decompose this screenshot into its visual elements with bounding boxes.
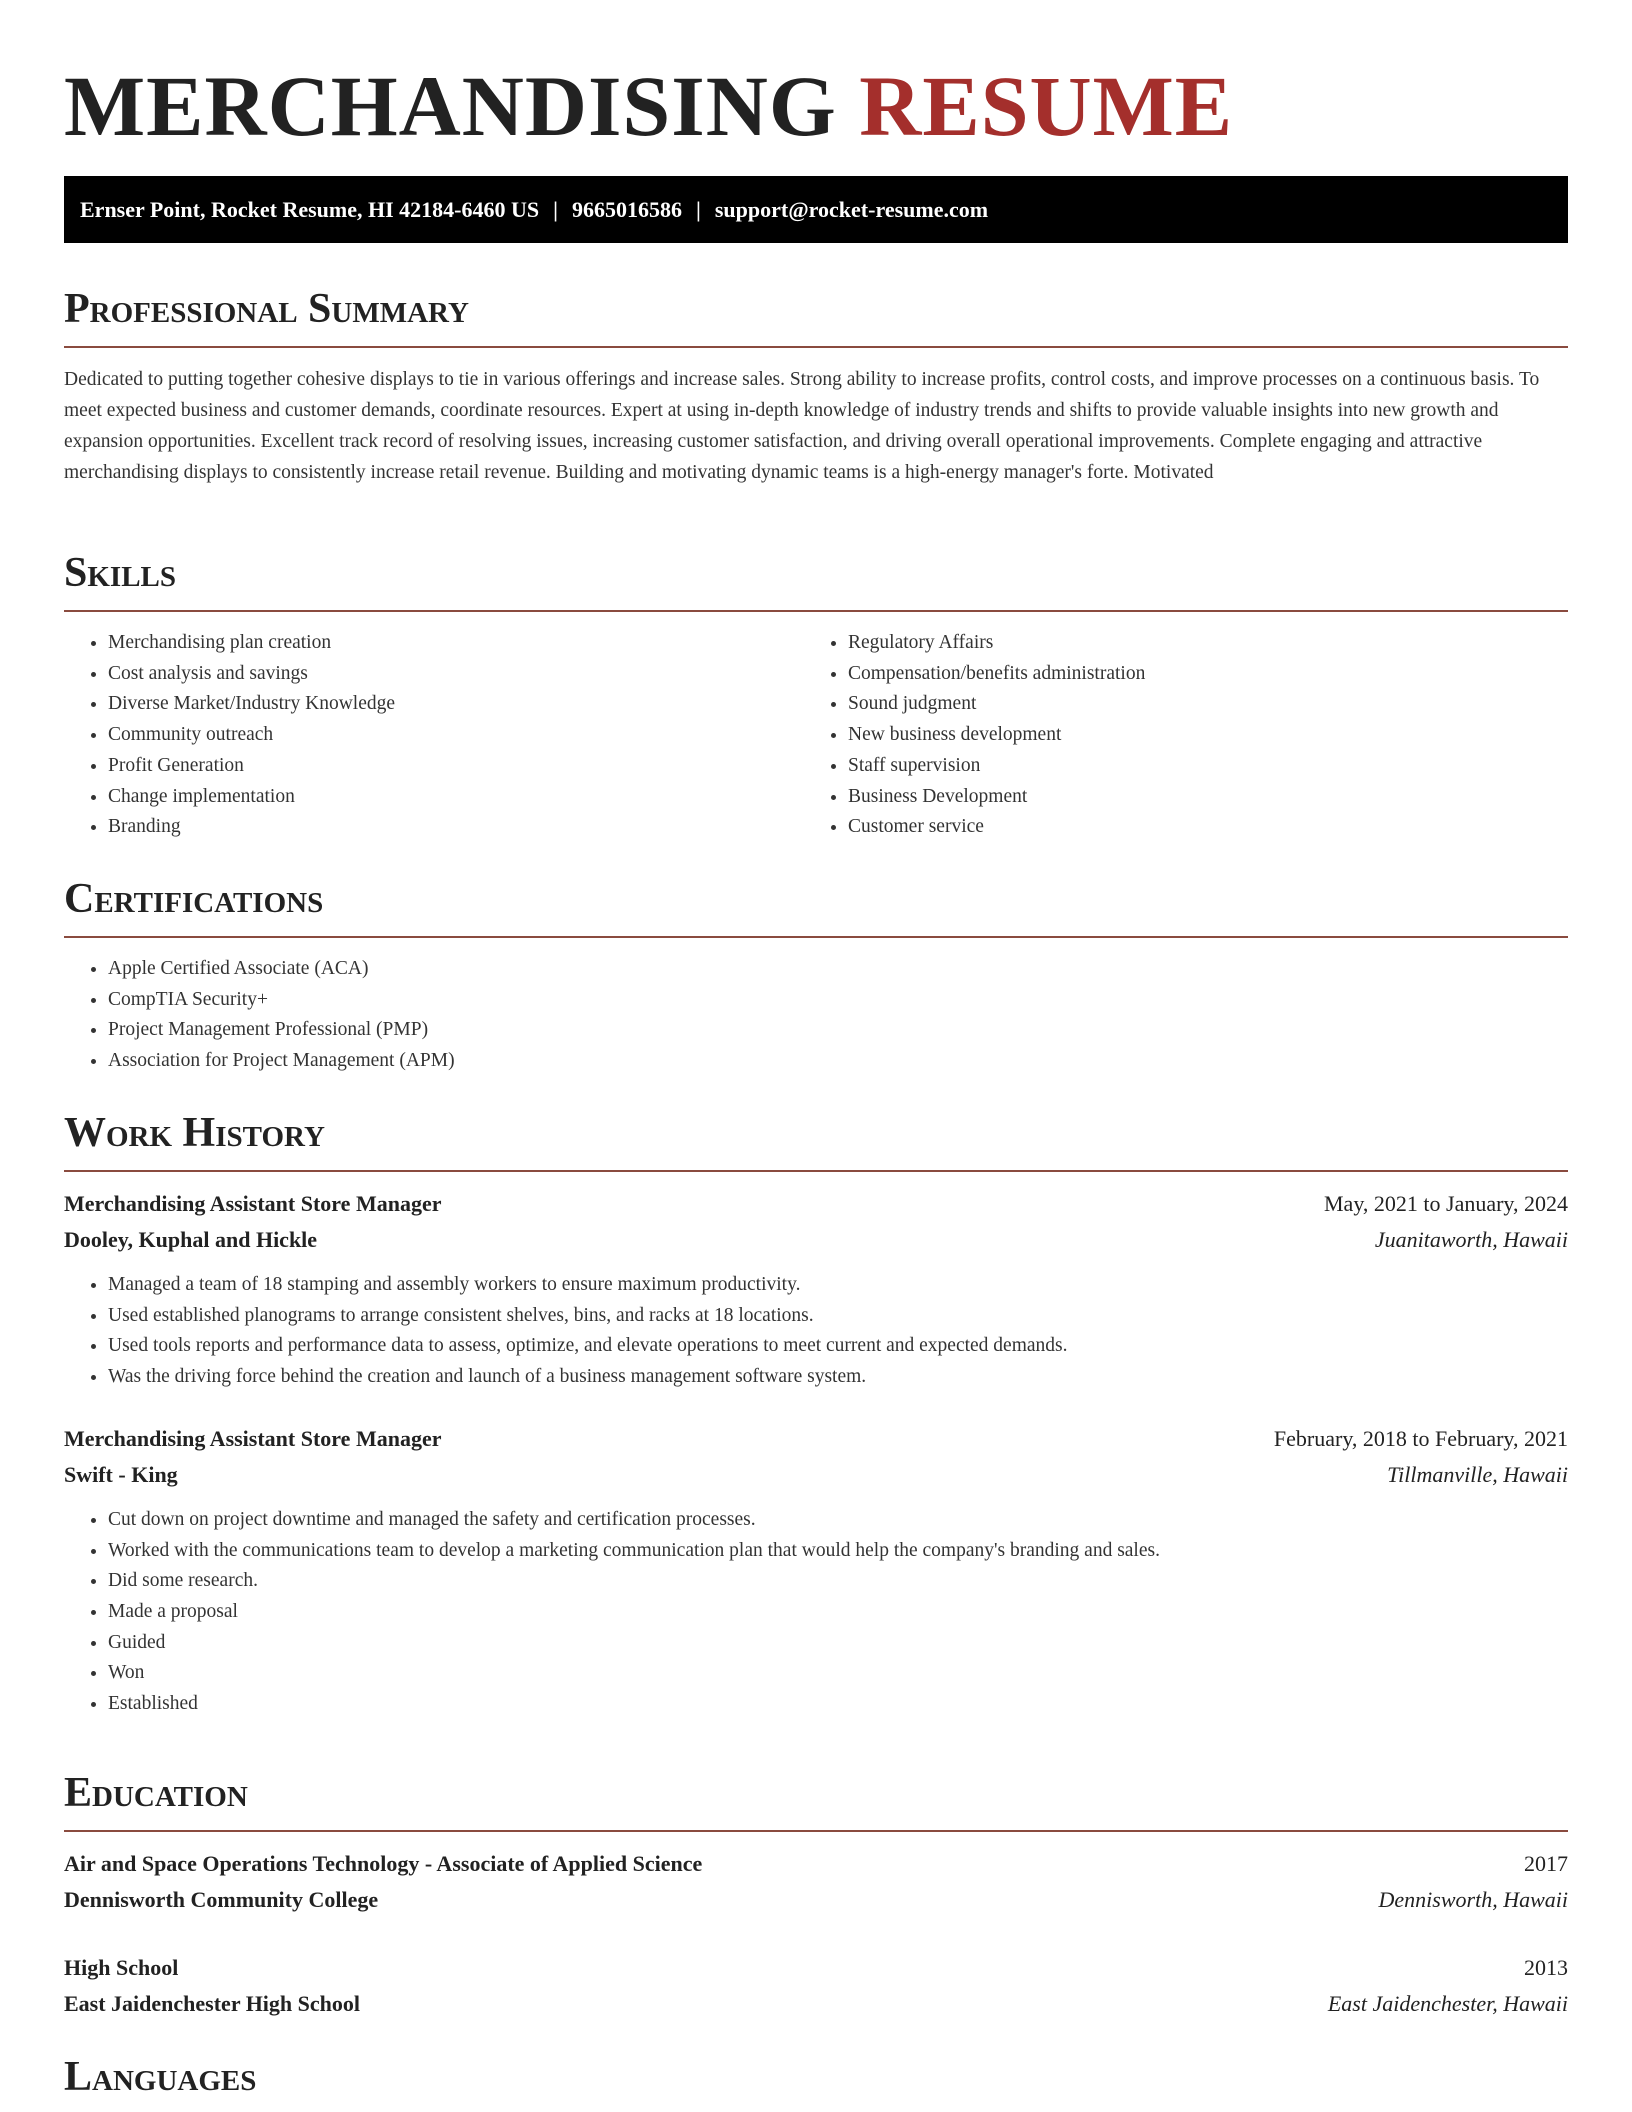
contact-separator: | [695, 196, 701, 222]
resume-title [64, 56, 1233, 156]
education-entry [64, 1950, 1568, 2022]
job-bullet: • Did some research. [108, 1566, 1568, 1597]
summary-text: Dedicated to putting together cohesive displays to tie in various offerings and increase sales. Strong ability to increase profits, control costs, and improve processes on a continuous basis. To meet expected business and customer demands, coordinate resources. Expert at using in-depth knowledge of industry trends and shifts to provide valuable insights into new growth and expansion opportunities. Excellent track record of resolving issues, increasing customer satisfaction, and driving overall operational improvements. Complete engaging and attractive merchandising displays to consistently increase retail revenue. Building and motivating dynamic teams is a high-energy manager's forte. Motivated [64, 369, 1540, 483]
education-section [64, 1768, 1568, 2022]
job-bullet: • Managed a team of 18 stamping and assembly workers to ensure maximum productivity. [108, 1270, 1568, 1301]
education-degree: Air and Space Operations Technology - Associate of Applied Science [64, 1851, 703, 1876]
section-heading: Education [64, 1770, 248, 1816]
section-heading: Work History [64, 1110, 325, 1156]
job-header-row [64, 1186, 1568, 1222]
summary-section [64, 284, 1568, 488]
job-company-row [64, 1222, 1568, 1258]
job-bullet: • Used tools reports and performance data to assess, optimize, and elevate operations to meet current and expected demands. [108, 1331, 1568, 1362]
title-main: MERCHANDISING [64, 58, 837, 154]
education-degree: High School [64, 1955, 179, 1980]
education-school: Dennisworth Community College [64, 1887, 379, 1912]
skill-item: • Sound judgment [848, 689, 1544, 720]
languages-section [64, 2052, 1568, 2102]
certification-item: • CompTIA Security+ [108, 985, 1568, 1016]
job-bullet: • Worked with the communications team to develop a marketing communication plan that would help the company's branding and sales. [108, 1536, 1568, 1567]
job-dates: May, 2021 to January, 2024 [1324, 1191, 1568, 1216]
education-year: 2013 [1524, 1955, 1568, 1980]
education-school: East Jaidenchester High School [64, 1991, 361, 2016]
education-location: East Jaidenchester, Hawaii [1327, 1991, 1568, 2016]
education-school-row [64, 1986, 1568, 2022]
skill-item: • Business Development [848, 782, 1544, 813]
job-company: Swift - King [64, 1461, 178, 1487]
skill-item: • Change implementation [108, 782, 804, 813]
section-divider [64, 610, 1568, 612]
contact-bar [64, 176, 1568, 243]
job-company-row [64, 1457, 1568, 1493]
skill-item: • Compensation/benefits administration [848, 659, 1544, 690]
title-accent: RESUME [859, 58, 1234, 154]
education-year: 2017 [1524, 1851, 1568, 1876]
work-history-section [64, 1108, 1568, 1720]
job-bullet: • Established [108, 1689, 1568, 1720]
job-company: Dooley, Kuphal and Hickle [64, 1227, 318, 1252]
job-bullet: • Used established planograms to arrange consistent shelves, bins, and racks at 18 locations. [108, 1301, 1568, 1332]
section-divider [64, 346, 1568, 348]
skills-column-left [64, 628, 804, 843]
skill-item: • New business development [848, 720, 1544, 751]
job-entry [64, 1186, 1568, 1393]
job-bullet: • Guided [108, 1628, 1568, 1659]
section-heading: Skills [64, 550, 177, 596]
education-header-row [64, 1950, 1568, 1986]
certification-item: • Association for Project Management (APM) [108, 1046, 1568, 1077]
skill-item: • Diverse Market/Industry Knowledge [108, 689, 804, 720]
contact-phone[interactable]: 9665016586 [571, 196, 682, 222]
skill-item: • Regulatory Affairs [848, 628, 1544, 659]
skill-item: • Community outreach [108, 720, 804, 751]
skill-item: • Branding [108, 812, 804, 843]
job-bullet: • Won [108, 1658, 1568, 1689]
job-bullet: • Cut down on project downtime and managed the safety and certification processes. [108, 1505, 1568, 1536]
education-location: Dennisworth, Hawaii [1378, 1887, 1568, 1912]
section-divider [64, 936, 1568, 938]
skill-item: • Profit Generation [108, 751, 804, 782]
contact-separator: | [553, 196, 558, 222]
education-header-row [64, 1846, 1568, 1882]
job-bullet: • Made a proposal [108, 1597, 1568, 1628]
job-dates: February, 2018 to February, 2021 [1273, 1425, 1568, 1451]
skill-item: • Merchandising plan creation [108, 628, 804, 659]
skill-item: • Staff supervision [848, 751, 1544, 782]
job-title: Merchandising Assistant Store Manager [64, 1191, 442, 1216]
skills-grid [64, 628, 1568, 843]
section-heading: Certifications [64, 876, 324, 922]
certification-item: • Project Management Professional (PMP) [108, 1015, 1568, 1046]
job-entry [64, 1421, 1568, 1720]
education-school-row [64, 1882, 1568, 1918]
job-location: Tillmanville, Hawaii [1387, 1461, 1568, 1487]
skills-section [64, 548, 1568, 843]
job-title: Merchandising Assistant Store Manager [64, 1425, 442, 1451]
job-header-row [64, 1421, 1568, 1457]
skills-column-right [804, 628, 1544, 843]
certifications-section [64, 874, 1568, 1077]
skill-item: • Customer service [848, 812, 1544, 843]
section-divider [64, 1170, 1568, 1172]
section-divider [64, 1830, 1568, 1832]
section-heading: Professional Summary [64, 286, 469, 332]
education-entry [64, 1846, 1568, 1918]
job-bullet: • Was the driving force behind the creation and launch of a business management software system. [108, 1362, 1568, 1393]
section-heading: Languages [64, 2054, 257, 2100]
skill-item: • Cost analysis and savings [108, 659, 804, 690]
job-location: Juanitaworth, Hawaii [1374, 1227, 1568, 1252]
contact-email[interactable]: support@rocket-resume.com [714, 196, 989, 222]
certification-item: • Apple Certified Associate (ACA) [108, 954, 1568, 985]
contact-address: Ernser Point, Rocket Resume, HI 42184-6460 US [80, 196, 540, 222]
